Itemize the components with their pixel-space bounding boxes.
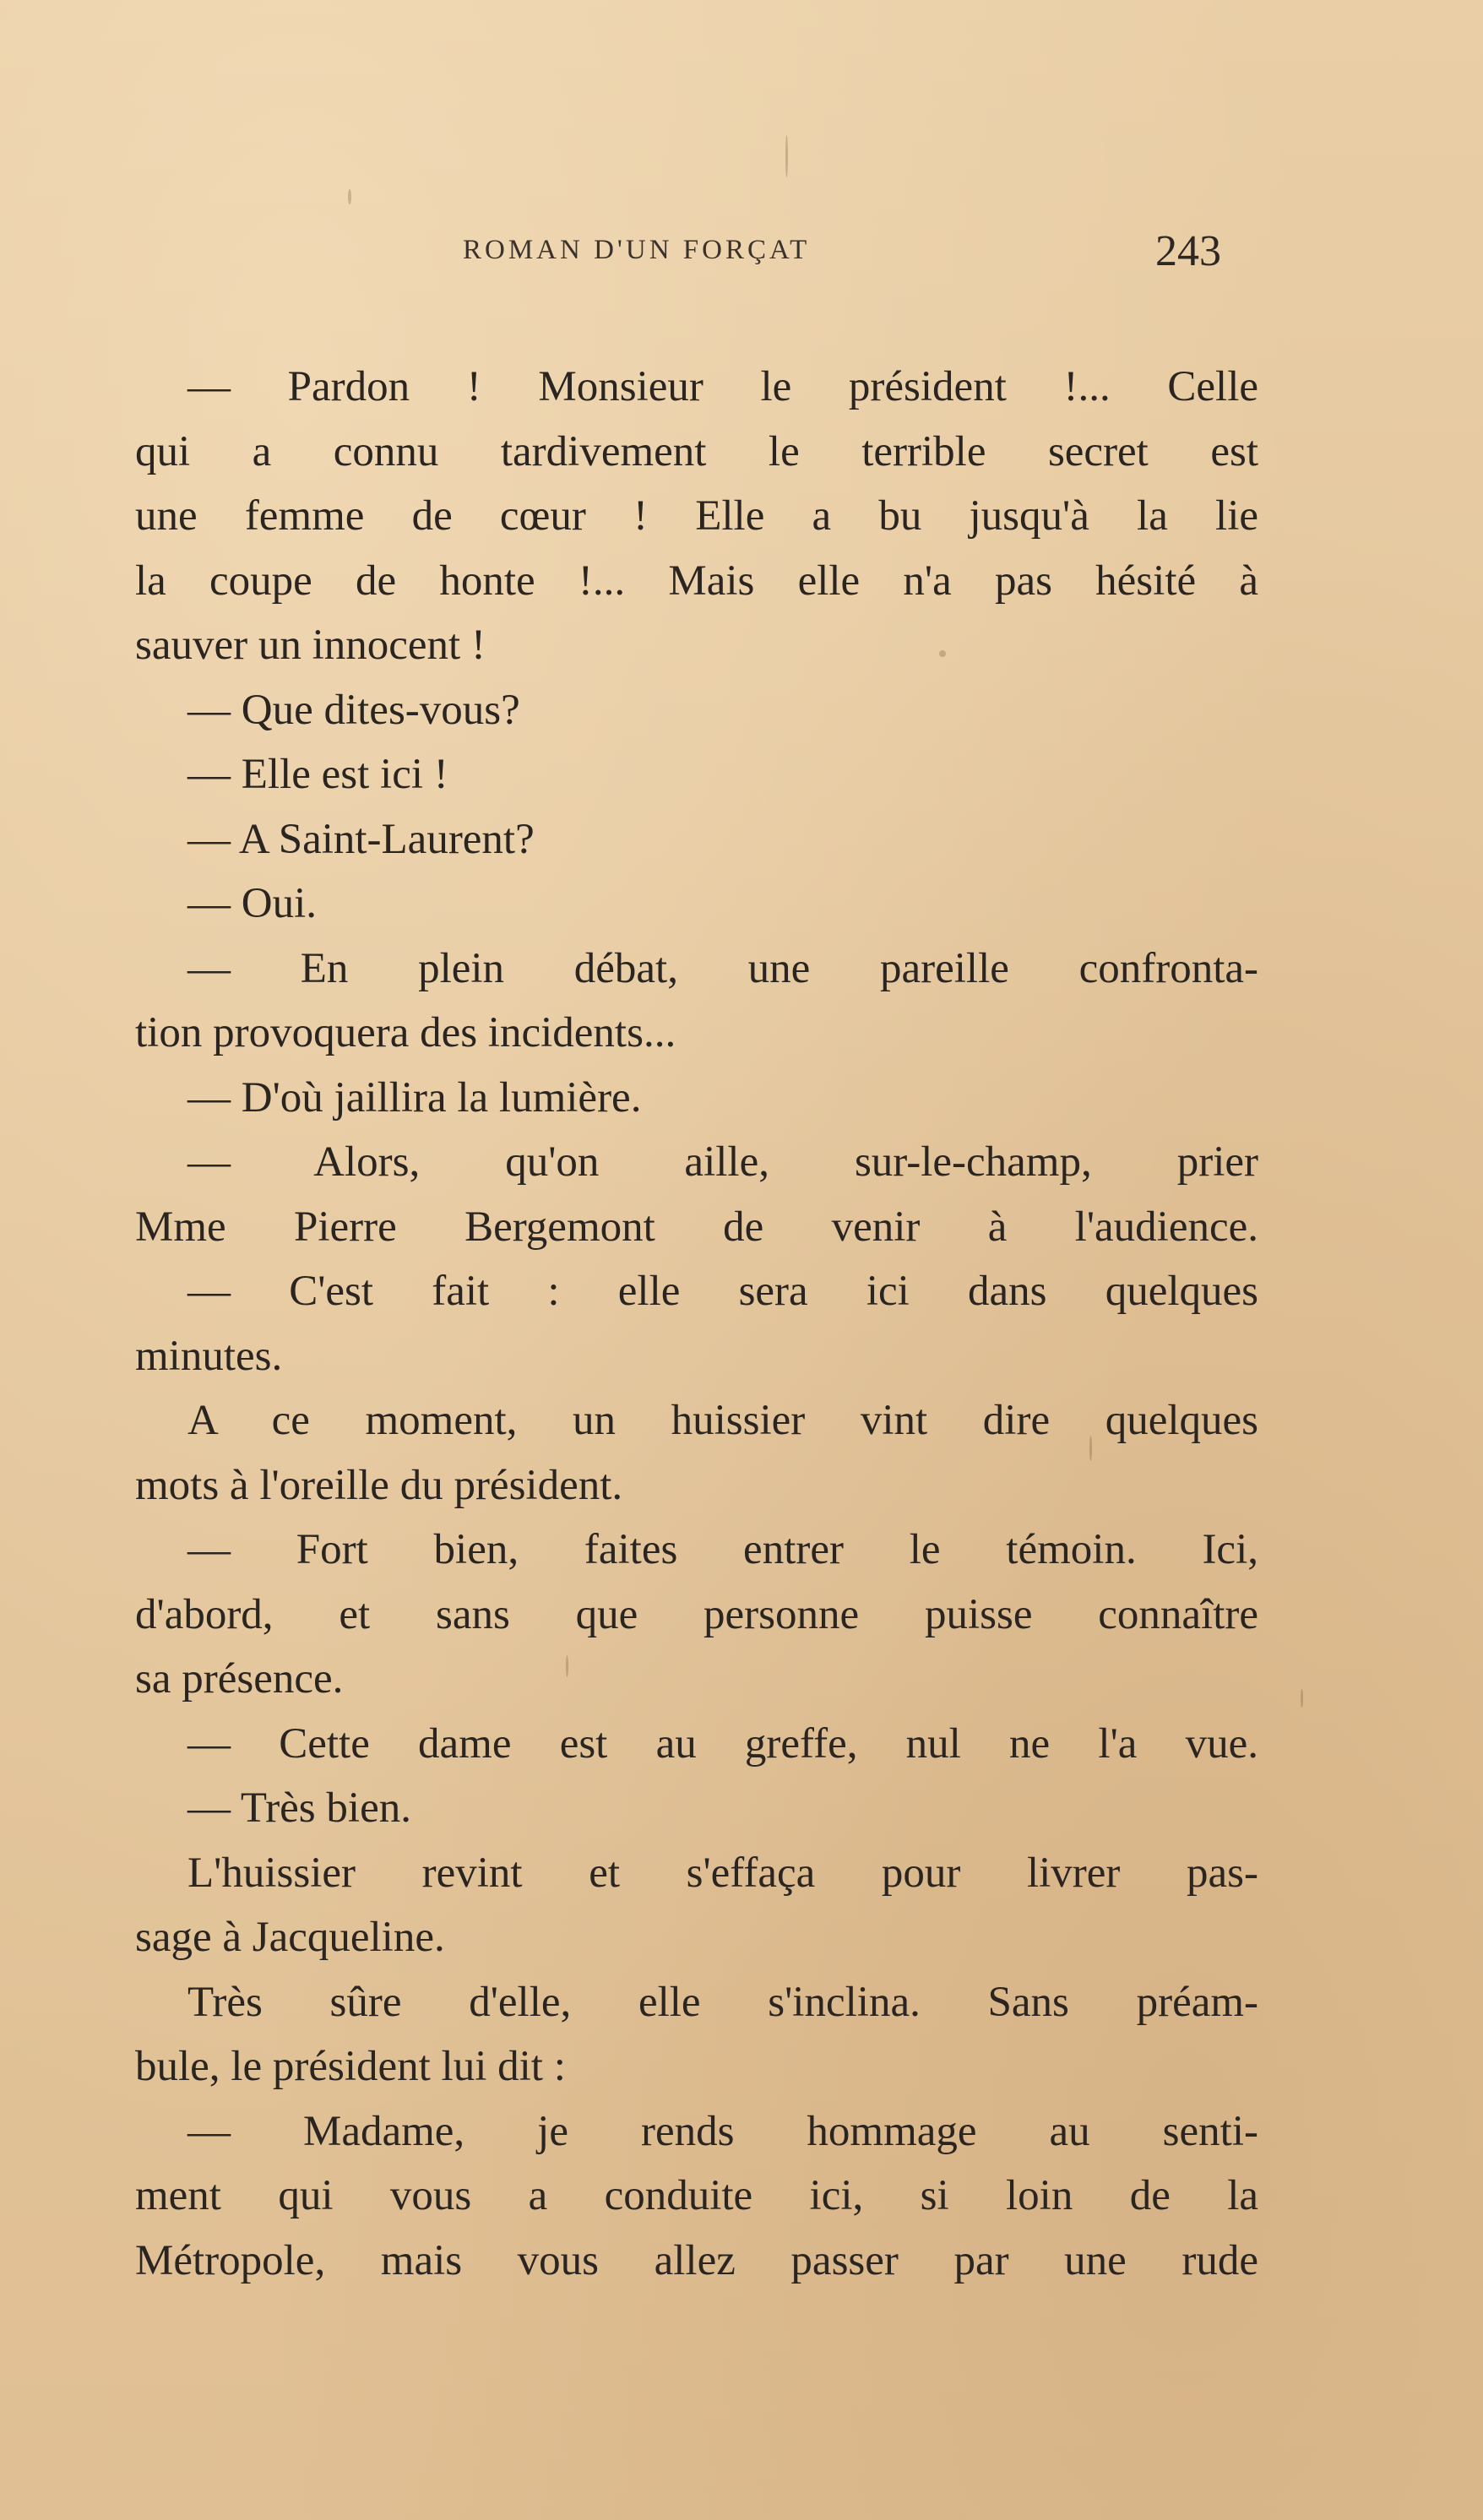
- paper-speck: [939, 650, 946, 657]
- text-line: — Oui.: [187, 880, 317, 927]
- text-line: sauver un innocent !: [135, 622, 486, 669]
- text-line: L'huissier revint et s'effaça pour livrer pas-: [187, 1849, 1258, 1897]
- text-line: — D'où jaillira la lumière.: [187, 1073, 642, 1122]
- text-line: Très sûre d'elle, elle s'inclina. Sans préam-: [187, 1978, 1258, 2026]
- text-line: Mme Pierre Bergemont de venir à l'audience.: [135, 1203, 1258, 1251]
- text-line: — Pardon ! Monsieur le président !... Celle: [187, 363, 1258, 410]
- text-line: tion provoquera des incidents...: [135, 1009, 676, 1056]
- text-line: bule, le président lui dit :: [135, 2043, 566, 2090]
- text-line: — Fort bien, faites entrer le témoin. Ici,: [187, 1526, 1258, 1573]
- page-number: 243: [1155, 227, 1221, 275]
- paper-speck: [1301, 1689, 1303, 1708]
- text-line: — A Saint-Laurent?: [187, 815, 535, 863]
- text-line: une femme de cœur ! Elle a bu jusqu'à la lie: [135, 492, 1258, 540]
- paper-speck: [785, 135, 788, 177]
- text-line: — Cette dame est au greffe, nul ne l'a vue.: [187, 1719, 1258, 1768]
- text-line: sage à Jacqueline.: [135, 1914, 445, 1961]
- text-line: la coupe de honte !... Mais elle n'a pas hésité à: [135, 557, 1258, 605]
- text-line: — En plein débat, une pareille confronta-: [187, 944, 1258, 992]
- text-line: A ce moment, un huissier vint dire quelques: [187, 1397, 1258, 1444]
- text-line: mots à l'oreille du président.: [135, 1461, 623, 1509]
- text-line: ment qui vous a conduite ici, si loin de la: [135, 2172, 1258, 2219]
- text-line: — Alors, qu'on aille, sur-le-champ, prier: [187, 1138, 1258, 1186]
- body-text: [135, 355, 1258, 2293]
- text-line: — Très bien.: [187, 1784, 411, 1832]
- text-line: sa présence.: [135, 1655, 344, 1703]
- text-line: — Elle est ici !: [187, 751, 448, 798]
- paper-speck: [1089, 1436, 1092, 1461]
- text-line: — C'est fait : elle sera ici dans quelques: [187, 1268, 1258, 1315]
- running-title: ROMAN D'UN FORÇAT: [463, 235, 811, 265]
- text-line: qui a connu tardivement le terrible secret est: [135, 427, 1258, 475]
- paper-speck: [566, 1655, 568, 1677]
- text-line: minutes.: [135, 1332, 283, 1380]
- text-line: — Madame, je rends hommage au senti-: [187, 2107, 1258, 2155]
- text-line: d'abord, et sans que personne puisse connaître: [135, 1590, 1258, 1638]
- text-line: — Que dites-vous?: [187, 686, 520, 734]
- text-line: Métropole, mais vous allez passer par une rude: [135, 2236, 1258, 2284]
- paper-speck: [348, 189, 351, 204]
